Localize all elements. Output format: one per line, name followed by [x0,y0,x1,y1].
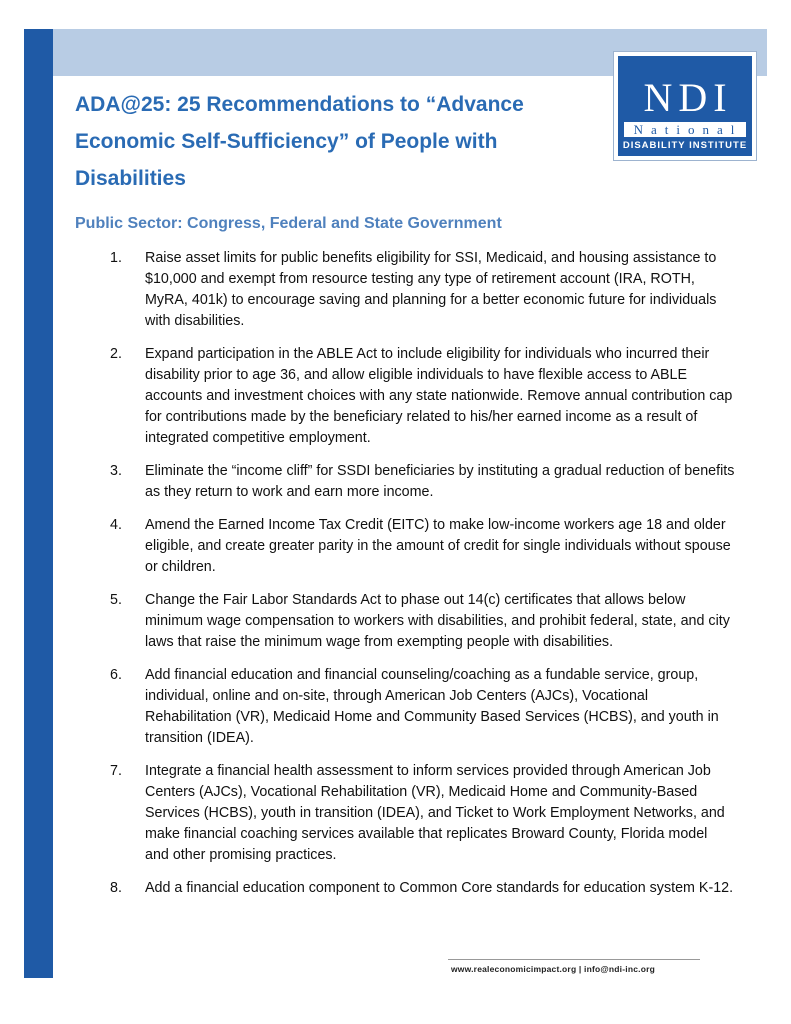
footer-divider [448,959,700,960]
ndi-logo [614,52,756,160]
logo-letters: NDI [643,75,733,120]
item-text: Change the Fair Labor Standards Act to phase out 14(c) certificates that allows below minimum wage compensation to workers with disabilities, and prohibit federal, state, and city laws that raise the minimum wage from exempting people with disabilities. [145,592,730,650]
list-item [0,878,735,899]
item-number: 7. [110,763,122,779]
item-text: Raise asset limits for public benefits eligibility for SSI, Medicaid, and housing assistance to $10,000 and exempt from resource testing any type of retirement account (IRA, ROTH, MyRA, 401k) to encourage saving and planning for a better economic future for individuals with disabilities. [145,250,717,329]
item-text: Add a financial education component to Common Core standards for education system K-12. [145,880,734,896]
item-text: Add financial education and financial counseling/coaching as a fundable service, group, individual, online and on-site, through American Job Centers (AJCs), Vocational Rehabilitation (VR), Medicaid Home and Community Based Services (HCBS), and youth in transition (IDEA). [145,667,719,746]
item-number: 6. [110,667,122,683]
list-item [0,515,735,578]
item-number: 3. [110,463,122,479]
list-item [0,461,735,503]
item-text: Eliminate the “income cliff” for SSDI beneficiaries by instituting a gradual reduction of benefits as they return to work and earn more income. [145,463,735,500]
list-item [0,665,735,749]
list-item [0,344,735,449]
section-heading: Public Sector: Congress, Federal and State Government [75,215,502,232]
item-text: Integrate a financial health assessment to inform services provided through American Job Centers (AJCs), Vocational Rehabilitation (VR), Medicaid Home and Community-Based Services (HCBS), youth in transition (IDEA), and Ticket to Work Employment Networks, and make financial coaching services available that replicates Broward County, Florida model and other promising practices. [145,763,725,863]
footer-contact[interactable]: www.realeconomicimpact.org | info@ndi-inc.org [451,964,656,974]
item-number: 2. [110,346,122,362]
item-number: 4. [110,517,122,533]
item-text: Expand participation in the ABLE Act to include eligibility for individuals who incurred their disability prior to age 36, and allow eligible individuals to have flexible access to ABLE accounts and investment choices with any state nationwide. Remove annual contribution cap for contributions made by the beneficiary related to his/her earned income as a result of integrated competitive employment. [145,346,733,446]
logo-word: National [624,122,746,137]
document-title: ADA@25: 25 Recommendations to “Advance Economic Self-Sufficiency” of People with Disabilities [75,93,524,190]
item-text: Amend the Earned Income Tax Credit (EITC) to make low-income workers age 18 and older eligible, and create greater parity in the amount of credit for single individuals without spouse or children. [145,517,731,575]
list-item [0,761,735,866]
list-item [0,248,735,332]
recommendation-list [0,248,791,911]
item-number: 8. [110,880,122,896]
item-number: 5. [110,592,122,608]
list-item [0,590,735,653]
logo-subtitle: DISABILITY INSTITUTE [622,140,748,151]
item-number: 1. [110,250,122,266]
